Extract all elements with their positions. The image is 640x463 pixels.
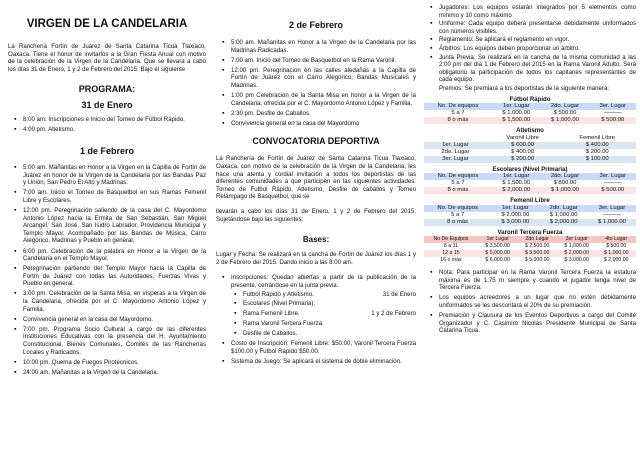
cell: 12 a 15 bbox=[424, 250, 478, 257]
femenil-table bbox=[424, 205, 636, 226]
header-cell: 4to Lugar bbox=[596, 236, 636, 243]
cell: 8 a 11 bbox=[443, 243, 458, 250]
header-cell: 2do. Lugar bbox=[540, 103, 589, 110]
day3-heading: 2 de Febrero bbox=[288, 20, 344, 30]
list-item bbox=[231, 274, 416, 337]
table-header bbox=[424, 205, 636, 212]
list-item: ▪ Sistema de Juego: Se aplicará el sistema de doble eliminación. bbox=[231, 358, 416, 366]
header-cell: Femenil Libre bbox=[579, 134, 616, 141]
categoria-date: 1 y 2 de Febrero bbox=[371, 310, 416, 318]
cell: $ 2,000.00 bbox=[603, 257, 629, 264]
cell: $ 500.00 bbox=[553, 110, 577, 117]
header-cell: No. De equipos bbox=[424, 173, 492, 180]
convocatoria-heading: CONVOCATORIA DEPORTIVA bbox=[252, 136, 380, 147]
page-title: VIRGEN DE LA CANDELARIA bbox=[26, 18, 188, 30]
list-item: ▪ 4:00 pm. Atletismo. bbox=[23, 126, 206, 134]
list-item: ▪ 10:00 pm. Quema de Fuegos Pirotécnicos. bbox=[23, 359, 206, 367]
escolares-title: Escolares (Nivel Primaria) bbox=[492, 165, 568, 173]
notes-list bbox=[424, 269, 636, 335]
header-cell: 1er Lugar bbox=[478, 236, 518, 243]
list-item: ▪ Uniforme: Cada equipo deberá presentarse debidamente uniformados con números visibles. bbox=[439, 20, 636, 35]
cell: $ 800.00 bbox=[553, 180, 577, 187]
list-item: ▪ Árbitros: Los equipos deben proporcionar un árbitro. bbox=[439, 45, 636, 53]
inscripciones-text: Inscripciones: Quedan abiertas a partir de la publicación de la presente, cerrándose en la junta previa. bbox=[231, 274, 416, 289]
table-header bbox=[424, 135, 636, 142]
day1-heading: 31 de Enero bbox=[81, 100, 133, 111]
cell: 1er. Lugar bbox=[424, 142, 487, 149]
cell: $ 3,500.00 bbox=[485, 243, 510, 250]
cell: $ 1,000.00 bbox=[502, 110, 531, 117]
categoria-item bbox=[243, 310, 416, 317]
intro-paragraph: La Ranchería Fortín de Juárez de Santa Catarina Ticua Tlaxiaco, Oaxaca. Tiene el honor de invitarlos a la Gran Fiesta Anual con motivo de la celebración de la Virgen de la Candelaria. Que se llevara a cabo los días 31 de Enero, 1 y 2 de Febrero del 2015. Bajo el siguiente bbox=[8, 43, 206, 73]
list-item: ▪ Peregrinación partiendo del Templo Mayor hacia la Capilla de Fortín de Juárez con todas las Autoridades, Fuerzas Vivas y Pueblo en general. bbox=[23, 265, 206, 288]
header-cell: 2do. Lugar bbox=[540, 173, 589, 180]
cell: $ 500.00 bbox=[606, 243, 627, 250]
list-item: ▪ Convivencia general en la casa del Mayordomo. bbox=[23, 316, 206, 324]
bases-list bbox=[216, 274, 416, 365]
header-cell: 2do Lugar bbox=[517, 236, 557, 243]
table-header bbox=[424, 103, 636, 110]
column-right bbox=[424, 0, 636, 463]
atletismo-title: Atletismo bbox=[516, 127, 544, 135]
day2-list bbox=[8, 164, 206, 376]
cell: $ 6,000.00 bbox=[485, 257, 510, 264]
table-row bbox=[424, 257, 636, 264]
cell: 5 a 7 bbox=[451, 110, 465, 117]
list-item: ▪ Nota: Para participar en la Rama Varonil Tercera Fuerza la estatura máxima es de 1.75 m siempre y cuando el jugador tenga nivel de Tercera Fuerza. bbox=[439, 269, 636, 292]
column-middle bbox=[216, 0, 416, 463]
list-item: ▪ 8:00 am. Inscripciones e Inicio del Torneo de Fútbol Rápido. bbox=[23, 116, 206, 124]
list-item: ▪ 3:00 pm. Celebración de la Santa Misa, en vísperas a la Virgen de la Candelaria, ofrecida por el C. Mayordomo Antonio López y Familia. bbox=[23, 290, 206, 313]
list-item: ▪ 6:00 pm. Celebración de la palabra en Honor a la Virgen de la Candelaria en el Templo Mayor. bbox=[23, 248, 206, 263]
dates-paragraph: llevarán a cabo los días 31 de Enero, 1 y 2 de Febrero del 2015. Sujetándose bajo las siguientes: bbox=[216, 208, 416, 223]
cell: $ 2,000.00 bbox=[501, 211, 530, 218]
cell: $ 500.00 bbox=[589, 187, 636, 194]
cell: $ 400.00 bbox=[558, 142, 636, 149]
categoria-date: 31 de Enero bbox=[382, 290, 416, 298]
categoria-item bbox=[243, 320, 416, 327]
cell: 5 a 7 bbox=[451, 180, 465, 187]
header-cell: 2do. Lugar bbox=[539, 205, 588, 212]
futbol-title: Fútbol Rápido bbox=[509, 95, 551, 103]
cell: ——— bbox=[603, 180, 622, 187]
table-row bbox=[424, 117, 636, 124]
table-row bbox=[424, 110, 636, 117]
table-header bbox=[424, 236, 636, 243]
list-item: ▪ 5:00 am. Mañanitas en Honor a la Virgen en la Capilla de Fortín de Juárez en honor de la Virgen de la Candelaria por las Bandas Paz y Unión, San Pedro El Alto y Madrinas. bbox=[23, 164, 206, 187]
header-cell: 1er. Lugar bbox=[491, 205, 539, 212]
categoria-item bbox=[243, 300, 416, 307]
list-item: ▪ 7:00 am. Inicio del Torneo de Basquetbol en la Rama Varonil. bbox=[231, 57, 416, 65]
list-item: ▪ 2:30 pm. Desfile de Caballos. bbox=[231, 110, 416, 118]
table-header bbox=[424, 173, 636, 180]
cell: $ 2,000.00 bbox=[492, 187, 541, 194]
table-row bbox=[424, 243, 636, 250]
femenil-title: Femenil Libre bbox=[510, 197, 550, 205]
categoria-name: Futbol Rápido y Atletismo. bbox=[243, 290, 314, 298]
day3-list bbox=[216, 39, 416, 127]
cell: $ 200.00 bbox=[585, 148, 609, 155]
list-item: ▪ Los equipos acreedores a un lugar que no estén debidamente uniformados se les descontará el 20% de su premiación. bbox=[439, 294, 636, 309]
table-row bbox=[424, 219, 636, 226]
day2-heading: 1 de Febrero bbox=[79, 146, 135, 157]
categoria-name: Rama Femenil Libre. bbox=[243, 310, 300, 318]
varonil-table bbox=[424, 236, 636, 264]
cell: 16 o más bbox=[440, 257, 462, 264]
rules-list bbox=[424, 4, 636, 84]
list-item: ▪ 7:00 pm. Programa Socio Cultural a cargo de las diferentes Instituciones Educativas con la presencia del H. Ayuntamiento Constitucional, Bienes Comunales, Comités de las Rancherías Locales y Radicados. bbox=[23, 326, 206, 356]
header-cell: No. De equipos bbox=[424, 205, 491, 212]
header-cell: 1er. Lugar bbox=[492, 173, 541, 180]
atletismo-table bbox=[424, 135, 636, 163]
table-row bbox=[424, 180, 636, 187]
table-row bbox=[424, 250, 636, 257]
categorias-list bbox=[231, 291, 416, 338]
cell: $ 200.00 bbox=[487, 156, 559, 163]
header-cell: 3er. Lugar bbox=[589, 173, 636, 180]
categoria-name: Rama Varonil Tercera Fuerza. bbox=[243, 320, 324, 328]
header-cell: 3er. Lugar bbox=[588, 205, 636, 212]
premios-intro: Premios: Se premiará a los deportistas de la siguiente manera: bbox=[439, 84, 610, 92]
cell: 5 a 7 bbox=[451, 211, 465, 218]
cell: $ 1,500.00 bbox=[502, 180, 531, 187]
table-row bbox=[424, 142, 636, 149]
cell: 8 o más bbox=[424, 117, 492, 124]
bases-heading: Bases: bbox=[302, 235, 330, 245]
list-item: ▪ 12:00 pm. Peregrinación saliendo de la casa del C. Mayordomo Antonio López hacia la Ermita de San Sebastián, San Miguel Arcángel, San José, San Isidro Labrador, Providencia Municipal y Templo Mayor. Acompañado por las Bandas de Música, Carro Alegórico, Madrinas y Pueblo en general. bbox=[23, 207, 206, 245]
cell: $ 3,000.00 bbox=[564, 257, 589, 264]
cell: 3er. Lugar bbox=[424, 156, 487, 163]
cell: $ 1,000.00 bbox=[540, 117, 589, 124]
categoria-name: Desfile de Caballos. bbox=[243, 330, 298, 338]
header-cell: 1er. Lugar bbox=[492, 103, 541, 110]
cell: $ 2,500.00 bbox=[524, 243, 550, 250]
list-item: ▪ 5:00 am. Mañanitas en Honor a la Virgen de la Candelaria por las Madrinas Radicadas. bbox=[231, 39, 416, 54]
header-cell: 3er Lugar bbox=[557, 236, 597, 243]
cell: $ 5,000.00 bbox=[524, 257, 550, 264]
column-left bbox=[8, 0, 206, 463]
varonil-title: Varonil Tercera Fuerza bbox=[497, 228, 563, 236]
list-item: ▪ Convivencia general en la casa del Mayordomo bbox=[231, 120, 416, 128]
cell: $ 5,000.00 bbox=[478, 250, 518, 257]
convocatoria-paragraph: La Ranchería de Fortín de Juárez de Santa Catarina Ticua Tlaxiaco, Oaxaca, con motivo de la celebración de la Virgen de la Candelaria, les hace una atenta y cordial invitación a todos los deportistas de las diferentes comunidades a que participen en las siguientes actividades: Torneo de Futbol Rápido, Atletismo, Desfile de caballos y Torneo Relámpago de Basquetbol, que se bbox=[216, 155, 416, 201]
cell: ——— bbox=[603, 211, 621, 218]
cell: $ 600.00 bbox=[487, 142, 559, 149]
list-item: ▪ 1:00 pm Celebración de la Santa Misa en honor a la Virgen de la Candelaria, ofrecida por el C. Mayordomo Antonio López y Familia. bbox=[231, 92, 416, 107]
list-item: ▪ Costo de Inscripción: Femenil Libre: $50.00, Varonil Tercera Fuerza $100.00 y Futbol Rápido $50.00. bbox=[231, 340, 416, 355]
cell: $ 1,000.00 bbox=[588, 219, 636, 226]
lugar-paragraph: Lugar y Fecha: Se realizará en la cancha de Fortín de Juárez los días 1 y 2 de Febrero del 2015. Dando inicio a las 8:00 am. bbox=[216, 251, 416, 266]
cell: 2do. Lugar bbox=[441, 148, 470, 155]
header-cell: Varonil Libre bbox=[506, 134, 539, 141]
list-item: ▪ 7:00 am. Inicio el Torneo de Basquetbol en sus Ramas Femenil Libre y Escolares. bbox=[23, 189, 206, 204]
table-row bbox=[424, 156, 636, 163]
table-row bbox=[424, 212, 636, 219]
categoria-item bbox=[243, 291, 416, 298]
list-item: ▪ 24:00 am. Mañanitas a la Virgen de la Candelaria. bbox=[23, 369, 206, 377]
cell: $ 3,500.00 bbox=[517, 250, 557, 257]
cell: $ 1,000.00 bbox=[549, 211, 578, 218]
header-cell: No. De equipos bbox=[424, 103, 492, 110]
list-item: ▪ Reglamento: Se aplicará el reglamento en vigor. bbox=[439, 36, 636, 44]
header-cell: No De Equipos bbox=[424, 236, 478, 243]
categoria-name: Escolares (Nivel Primaria). bbox=[243, 300, 316, 308]
list-item: ▪ Jugadores: Los equipos estarán integrados por 5 elementos como mínimo y 10 como máximo bbox=[439, 4, 636, 19]
cell: $ 2,000.00 bbox=[557, 250, 597, 257]
cell: $ 3,000.00 bbox=[491, 219, 539, 226]
cell: $ 500.00 bbox=[589, 117, 636, 124]
cell: $ 2,000.00 bbox=[539, 219, 588, 226]
categoria-item bbox=[243, 330, 416, 337]
day1-list bbox=[8, 116, 206, 134]
programa-heading: PROGRAMA: bbox=[78, 84, 136, 95]
escolares-table bbox=[424, 173, 636, 194]
header-cell bbox=[424, 135, 487, 142]
cell: ——— bbox=[603, 110, 622, 117]
table-row bbox=[424, 187, 636, 194]
cell: $ 1,000.00 bbox=[564, 243, 589, 250]
cell: $ 1,000.00 bbox=[596, 250, 636, 257]
header-cell: 3er. Lugar bbox=[589, 103, 636, 110]
cell: $ 100.00 bbox=[558, 156, 636, 163]
cell: 8 o más bbox=[424, 219, 491, 226]
cell: $ 400.00 bbox=[511, 148, 535, 155]
cell: $ 1,500.00 bbox=[492, 117, 541, 124]
list-item: ▪ Premiación y Clausura de los Eventos Deportivos a cargo del Comité Organizador y C. Casimiro Nicolás Presidente Municipal de Santa Catarina Ticua. bbox=[439, 312, 636, 335]
list-item: ▪ 12:00 pm. Peregrinación en las calles aledañas a la Capilla de Fortín de Juárez con el Carro Alegórico, Bandas Musicales y Madrinas. bbox=[231, 67, 416, 90]
futbol-table bbox=[424, 103, 636, 124]
table-row bbox=[424, 149, 636, 156]
list-item: ▪ Junta Previa: Se realizará en la cancha de la misma comunidad a las 2:00 pm del día 1 de Febrero del 2015 en la Rama Varonil Adulto. Será obligatorio la participación de todos los capitanes representantes de cada equipo. bbox=[439, 54, 636, 84]
cell: $ 1,000.00 bbox=[540, 187, 589, 194]
cell: 8 o más bbox=[424, 187, 492, 194]
